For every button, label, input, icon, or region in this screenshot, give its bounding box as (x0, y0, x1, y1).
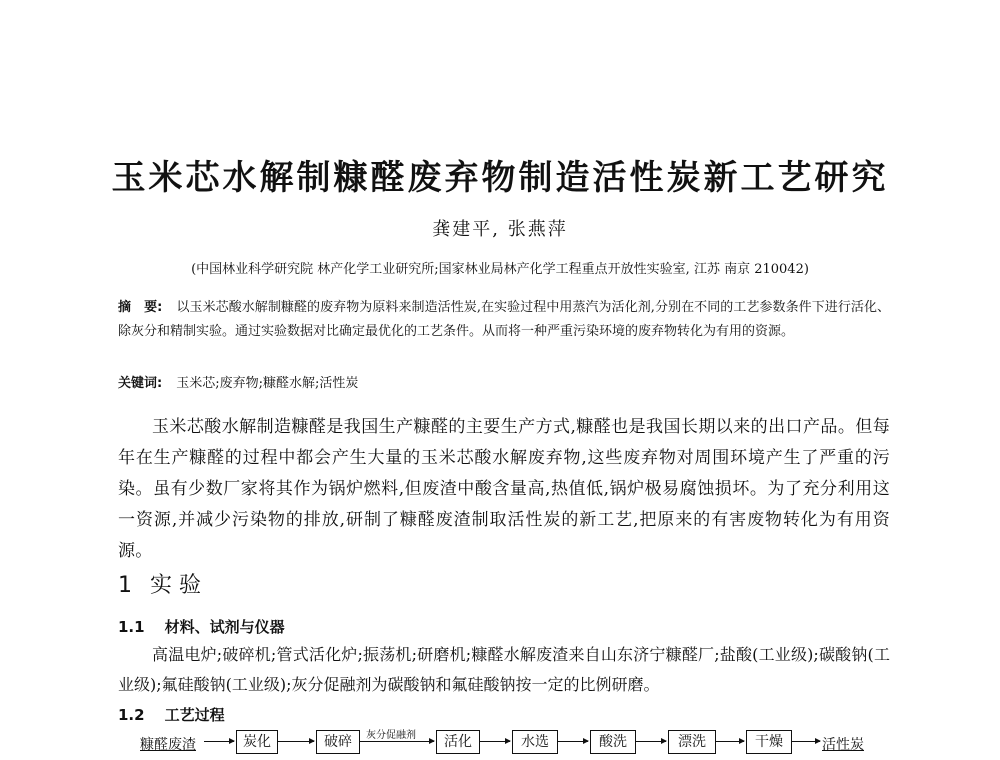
flow-step-dry: 干燥 (746, 730, 792, 754)
flow-step-acid-wash: 酸洗 (590, 730, 636, 754)
affiliation: (中国林业科学研究院 林产化学工业研究所;国家林业局林产化学工程重点开放性实验室, 江苏 南京 210042) (191, 262, 809, 277)
materials-paragraph: 高温电炉;破碎机;管式活化炉;振荡机;研磨机;糠醛水解废渣来自山东济宁糠醛厂;盐酸(工业级);碳酸钠(工业级);氟硅酸钠(工业级);灰分促融剂为碳酸钠和氟硅酸钠按一定的比例研磨。 (118, 645, 890, 694)
flow-start: 糠醛废渣 (140, 737, 196, 753)
paper-title: 玉米芯水解制糠醛废弃物制造活性炭新工艺研究 (111, 158, 889, 198)
flow-step-rinse: 漂洗 (668, 730, 716, 754)
flow-end: 活性炭 (822, 737, 864, 753)
abstract (118, 296, 890, 344)
flow-arrow-label: 灰分促融剂 (366, 730, 416, 741)
subsection-number: 1.2 (118, 706, 145, 724)
section-title: 实 验 (150, 573, 201, 598)
subsection-heading-1-1 (118, 616, 285, 637)
flow-arrow (792, 741, 820, 742)
flow-arrow (636, 741, 666, 742)
abstract-text: 以玉米芯酸水解制糠醛的废弃物为原料来制造活性炭,在实验过程中用蒸汽为活化剂,分别在不同的工艺参数条件下进行活化、除灰分和精制实验。通过实验数据对比确定最优化的工艺条件。从而将一种严重污染环境的废弃物转化为有用的资源。 (118, 300, 891, 339)
flow-arrow (716, 741, 744, 742)
keywords-text: 玉米芯;废弃物;糠醛水解;活性炭 (176, 376, 359, 391)
flow-step-activate: 活化 (436, 730, 480, 754)
section-number: 1 (118, 573, 132, 598)
flow-arrow (278, 741, 314, 742)
flow-step-water-select: 水选 (512, 730, 558, 754)
flow-arrow (558, 741, 588, 742)
intro-paragraph: 玉米芯酸水解制造糠醛是我国生产糠醛的主要生产方式,糠醛也是我国长期以来的出口产品。但每年在生产糠醛的过程中都会产生大量的玉米芯酸水解废弃物,这些废弃物对周围环境产生了严重的污染。虽有少数厂家将其作为锅炉燃料,但废渣中酸含量高,热值低,锅炉极易腐蚀损坏。为了充分利用这一资源,并减少污染物的排放,研制了糠醛废渣制取活性炭的新工艺,把原来的有害废物转化为有用资源。 (118, 417, 890, 561)
subsection-title: 材料、试剂与仪器 (164, 618, 285, 636)
subsection-title: 工艺过程 (164, 706, 225, 724)
flow-arrow (360, 741, 434, 742)
abstract-label: 摘 要: (118, 300, 163, 315)
keywords (118, 372, 890, 396)
flow-arrow (480, 741, 510, 742)
flow-step-carbonize: 炭化 (236, 730, 278, 754)
authors: 龚建平, 张燕萍 (432, 219, 568, 240)
flow-arrow (204, 741, 234, 742)
process-flow-diagram (0, 726, 1000, 760)
keywords-label: 关键词: (118, 376, 163, 391)
section-heading-1 (118, 568, 201, 599)
flow-step-crush: 破碎 (316, 730, 360, 754)
subsection-heading-1-2 (118, 704, 225, 725)
subsection-number: 1.1 (118, 618, 145, 636)
